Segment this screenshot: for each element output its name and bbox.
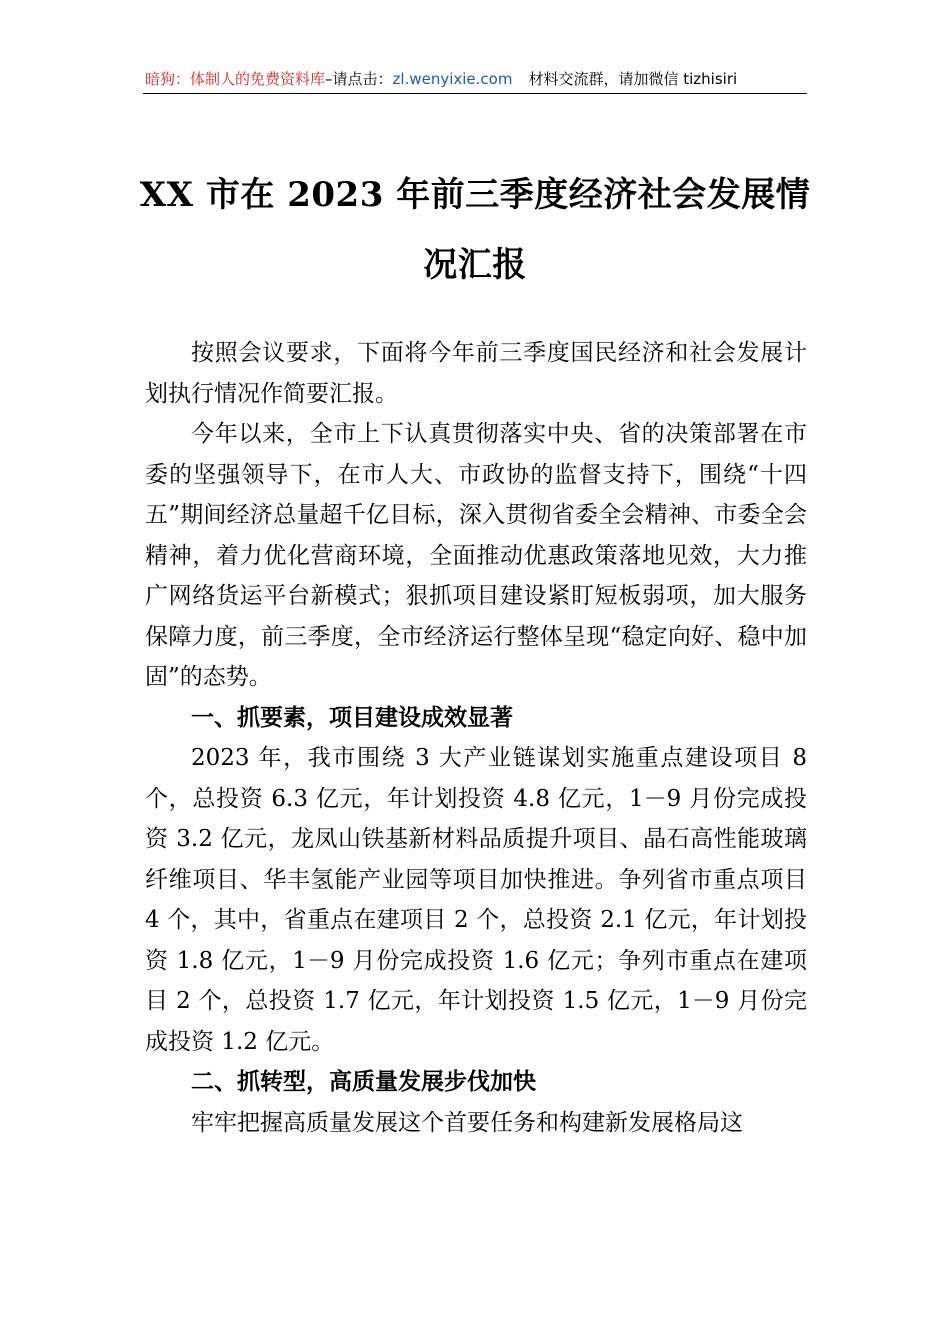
title-line-2: 况汇报 bbox=[423, 245, 527, 285]
section-2-heading: 二、抓转型，高质量发展步伐加快 bbox=[191, 1069, 536, 1095]
section-1-heading: 一、抓要素，项目建设成效显著 bbox=[191, 704, 513, 731]
header-divider bbox=[143, 93, 807, 94]
header-wechat-text: 材料交流群，请加微信 tizhisiri bbox=[528, 70, 738, 88]
header-click-prompt: –请点击： bbox=[325, 70, 393, 88]
document-title bbox=[130, 160, 820, 300]
section-2-body: 牢牢把握高质量发展这个首要任务和构建新发展格局这 bbox=[191, 1109, 743, 1136]
header-brand: 暗狗：体制人的免费资料库 bbox=[145, 70, 326, 88]
title-line-1: XX 市在 2023 年前三季度经济社会发展情 bbox=[139, 175, 811, 215]
paragraph-intro: 按照会议要求，下面将今年前三季度国民经济和社会发展计划执行情况作简要汇报。 bbox=[145, 340, 807, 407]
header-link[interactable]: zl.wenyixie.com bbox=[392, 70, 513, 88]
page-header bbox=[145, 68, 805, 90]
section-1-body: 2023 年，我市围绕 3 大产业链谋划实施重点建设项目 8 个，总投资 6.3 亿元，年计划投资 4.8 亿元，1－9 月份完成投资 3.2 亿元，龙凤山铁基新材料品质提升项目、晶石高性能玻璃纤维项目、华丰氢能产业园等项目加快推进。争列省市重点项目 4 个，其中，省重点在建项目 2 个，总投资 2.1 亿元，年计划投资 1.8 亿元，1－9 月份完成投资 1.6 亿元；争列市重点在建项目 2 个，总投资 1.7 亿元，年计划投资 1.5 亿元，1－9 月份完成投资 1.2 亿元。 bbox=[145, 745, 807, 1055]
paragraph-overview: 今年以来，全市上下认真贯彻落实中央、省的决策部署在市委的坚强领导下，在市人大、市政协的监督支持下，围绕“十四五”期间经济总量超千亿目标，深入贯彻省委全会精神、市委全会精神，着力优化营商环境，全面推动优惠政策落地见效，大力推广网络货运平台新模式；狠抓项目建设紧盯短板弱项，加大服务保障力度，前三季度，全市经济运行整体呈现“稳定向好、稳中加固”的态势。 bbox=[145, 421, 807, 690]
document-body bbox=[145, 333, 807, 1143]
